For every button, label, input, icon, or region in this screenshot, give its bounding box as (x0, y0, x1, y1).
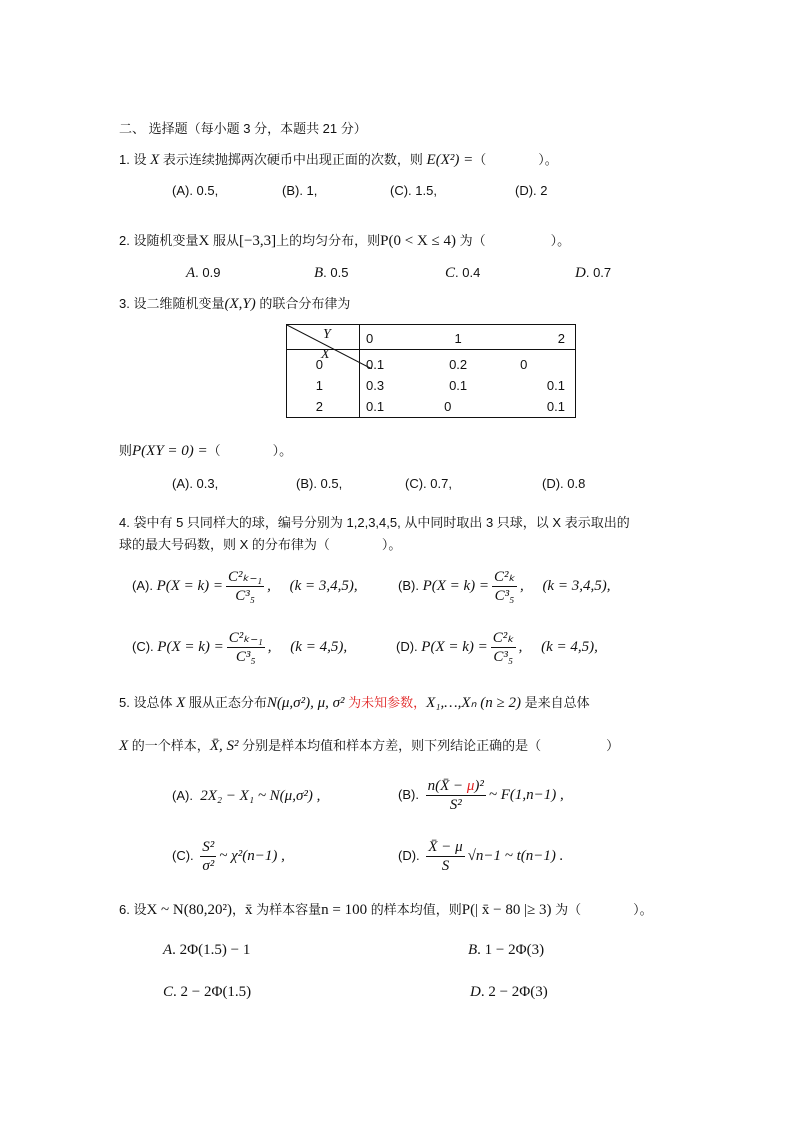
table-corner: Y X (287, 325, 360, 350)
q4-stem-line2: 球的最大号码数，则 X 的分布律为（ ）。 (119, 537, 402, 552)
q4-option-c[interactable]: (C). P(X = k) = $\frac{\text{C²ₖ₋₁}}{\text{C³₅}}$ , (k = 4,5), (132, 630, 348, 666)
q6-option-b[interactable]: B. 1 − 2Φ(3) (468, 942, 545, 958)
q3-stem: 3. 设二维随机变量(X,Y) 的联合分布律为 (119, 296, 351, 312)
col-header: 2 (494, 325, 575, 350)
q2-option-b[interactable]: B. 0.5 (314, 265, 349, 281)
q1-option-c[interactable]: (C). 1.5, (390, 183, 437, 198)
q1-option-d[interactable]: (D). 2 (515, 183, 548, 198)
q1-option-a[interactable]: (A). 0.5, (172, 183, 219, 198)
q4-option-d[interactable]: (D). P(X = k) = $\frac{\text{C²ₖ}}{\text{C³₅}}$ , (k = 4,5), (396, 630, 598, 666)
q6-stem: 6. 设X ~ N(80,20²)，x̄ 为样本容量n = 100 的样本均值，则P(| x̄ − 80 |≥ 3) 为（ ）。 (119, 902, 653, 918)
q5-option-b[interactable]: (B). $\frac{\text{n(X̄ − μ)²}}{\text{S²}}$ ~ F(1,n−1) , (398, 778, 564, 814)
table-row: 0 0.1 0.2 0 (287, 350, 576, 376)
q2-option-c[interactable]: C. 0.4 (445, 265, 481, 281)
unknown-params-note: 为未知参数， (348, 695, 427, 710)
q3-option-c[interactable]: (C). 0.7, (405, 476, 452, 491)
q3-option-b[interactable]: (B). 0.5, (296, 476, 343, 491)
q6-option-c[interactable]: C. 2 − 2Φ(1.5) (163, 984, 252, 1000)
q4-stem-line1: 4. 袋中有 5 只同样大的球，编号分别为 1,2,3,4,5, 从中同时取出 3 只球，以 X 表示取出的 (119, 515, 630, 530)
table-row: 2 0.1 0 0.1 (287, 396, 576, 418)
q1-stem: 1. 设 X 表示连续抛掷两次硬币中出现正面的次数，则 E(X²) =（ ）。 (119, 152, 558, 168)
q1-option-b[interactable]: (B). 1, (282, 183, 318, 198)
q5-stem-line1: 5. 设总体 X 服从正态分布N(μ,σ²), μ, σ² 为未知参数，X₁,…,Xₙ (n ≥ 2) 是来自总体 (119, 695, 590, 711)
q3-option-a[interactable]: (A). 0.3, (172, 476, 219, 491)
q5-option-c[interactable]: (C). $\frac{\text{S²}}{\text{σ²}}$ ~ χ²(n−1) , (172, 839, 285, 875)
table-row: 1 0.3 0.1 0.1 (287, 375, 576, 396)
q4-option-b[interactable]: (B). P(X = k) = $\frac{\text{C²ₖ}}{\text{C³₅}}$ , (k = 3,4,5), (398, 569, 611, 605)
q4-option-a[interactable]: (A). P(X = k) = $\frac{\text{C²ₖ₋₁}}{\text{C³₅}}$ , (k = 3,4,5), (132, 569, 358, 605)
q3-option-d[interactable]: (D). 0.8 (542, 476, 586, 491)
q2-stem: 2. 设随机变量X 服从[−3,3]上的均匀分布，则P(0 < X ≤ 4) 为（ ）。 (119, 233, 571, 249)
q2-option-d[interactable]: D. 0.7 (575, 265, 612, 281)
q5-option-d[interactable]: (D). $\frac{X̄ - \mu}{S}$ √n−1 ~ t(n−1) . (398, 839, 564, 875)
section-title: 二、 选择题（每小题 3 分，本题共 21 分） (119, 121, 367, 136)
q2-option-a[interactable]: A. 0.9 (186, 265, 221, 281)
q5-stem-line2: X 的一个样本，X̄, S² 分别是样本均值和样本方差，则下列结论正确的是（ ） (119, 738, 620, 754)
joint-distribution-table (286, 324, 576, 418)
q6-option-a[interactable]: A. 2Φ(1.5) − 1 (163, 942, 251, 958)
q5-option-a[interactable]: (A). 2X₂ − X₁ ~ N(μ,σ²) , (172, 788, 321, 804)
col-header: 0 (360, 325, 423, 350)
col-header: 1 (422, 325, 494, 350)
q3-question: 则P(XY = 0) =（ ）。 (119, 443, 293, 459)
q6-option-d[interactable]: D. 2 − 2Φ(3) (470, 984, 548, 1000)
